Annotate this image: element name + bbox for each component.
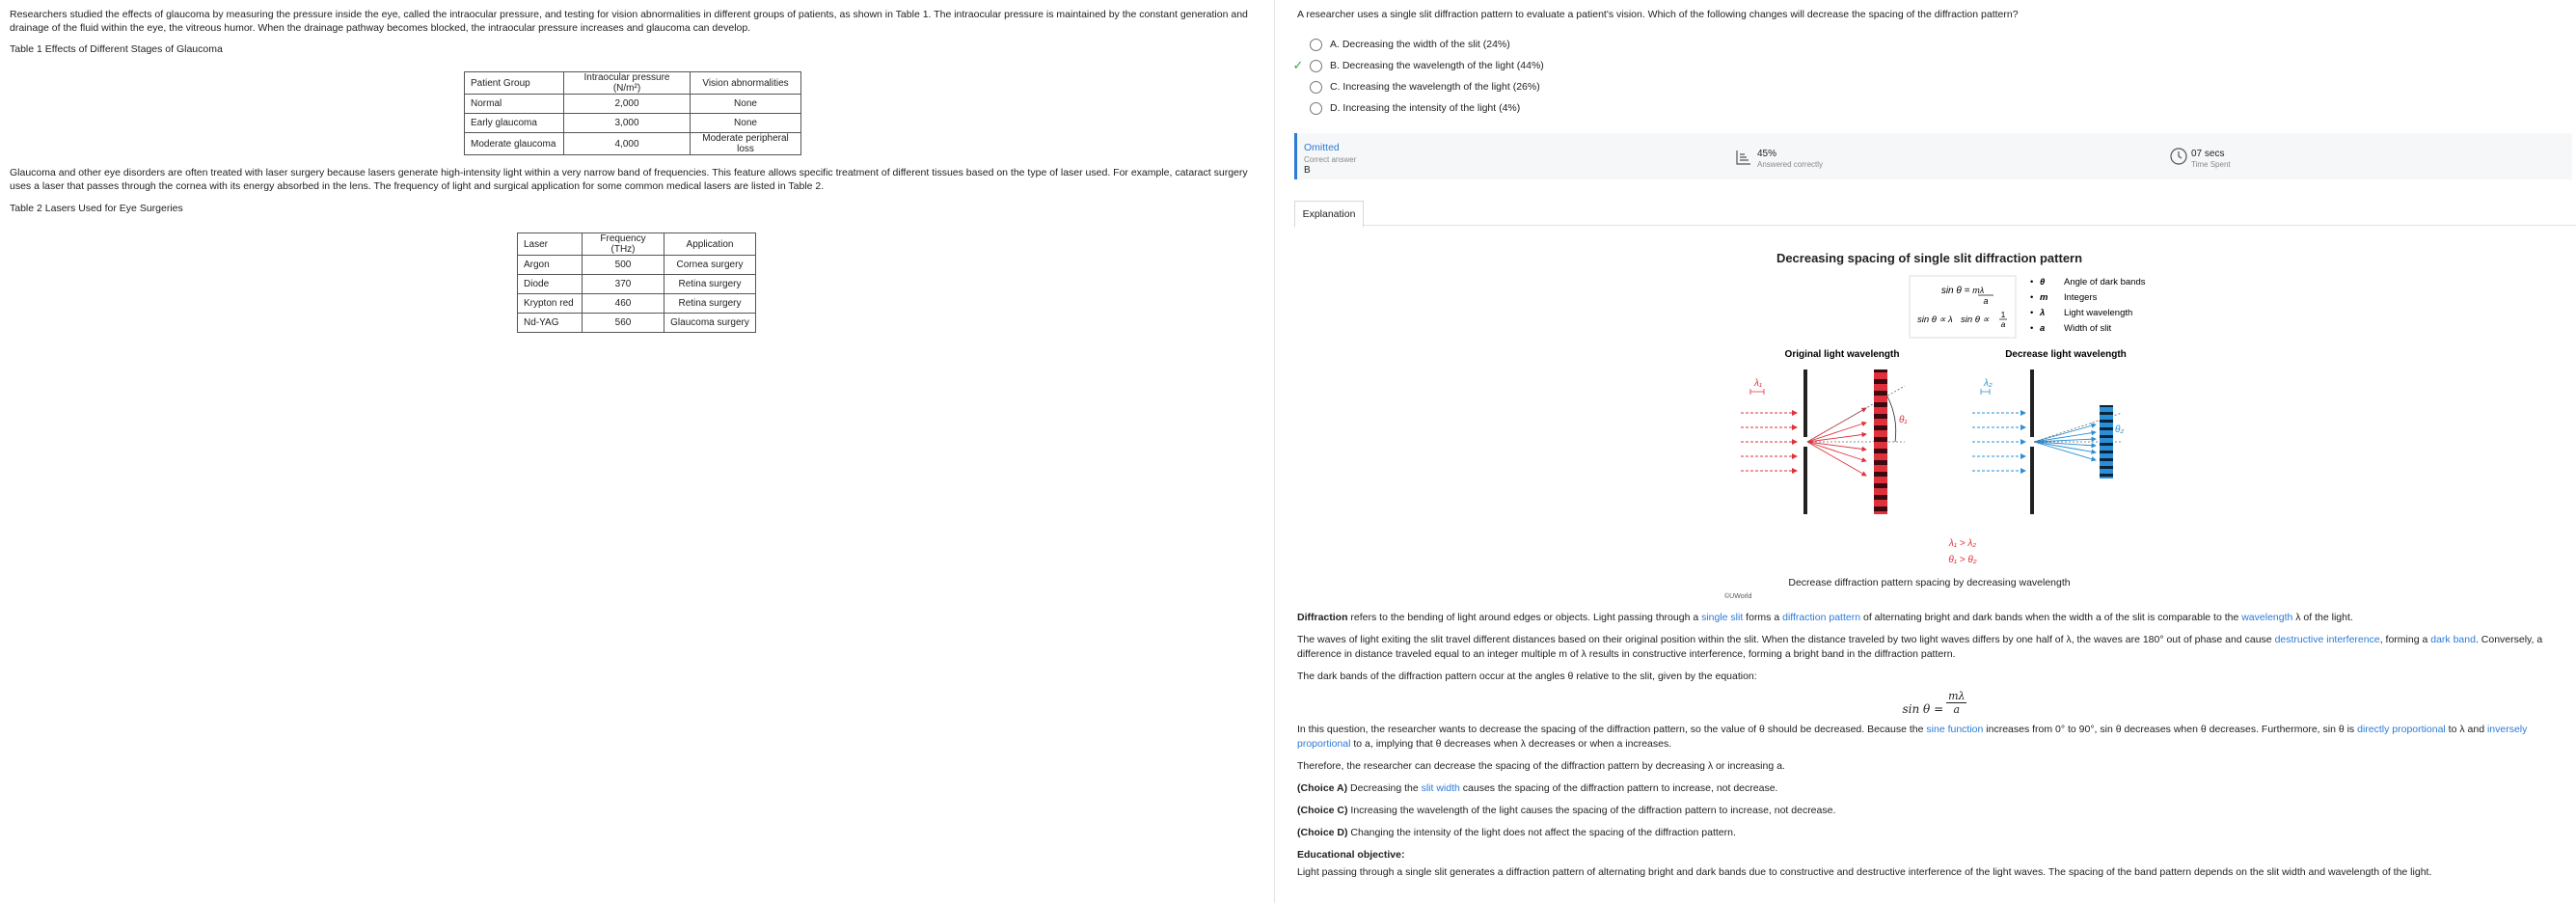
svg-text:•: • [2030,308,2034,318]
legend-desc: Angle of dark bands [2064,277,2146,287]
table-cell: Cornea surgery [664,256,756,275]
table-row [465,95,801,114]
table-header-row [465,72,801,95]
radio-icon[interactable] [1310,60,1322,72]
legend-symbol: a [2040,323,2046,334]
lambda-relation: λ₁ > λ₂ [1948,538,1977,549]
correct-answer-label: Correct answer [1304,155,1357,164]
table-cell: Glaucoma surgery [664,314,756,333]
right-panel-label: Decrease light wavelength [2005,349,2127,360]
table-cell: 560 [583,314,664,333]
figure-credit: ©UWorld [1724,593,1752,600]
table-cell: Retina surgery [664,294,756,314]
link-directly-proportional[interactable]: directly proportional [2357,724,2446,735]
table-header-cell: Laser [518,233,583,256]
link-slit-width[interactable]: slit width [1421,782,1460,794]
diffraction-figure [1712,268,2213,596]
legend-symbol: λ [2040,308,2046,318]
table2 [517,233,756,333]
table-row [518,275,756,294]
table-cell: None [691,95,801,114]
explanation-paragraph: Therefore, the researcher can decrease the spacing of the diffraction pattern by decreasing λ or increasing a. [1297,760,1785,772]
status-omitted: Omitted [1304,142,1340,153]
bar-chart-icon [1736,150,1751,168]
lambda2-label: λ₂ [1984,378,1993,389]
legend-desc: Integers [2064,292,2098,303]
legend-desc: Width of slit [2064,323,2112,334]
table-row [465,114,801,133]
svg-text:sin θ = mλ: sin θ = mλ [1940,286,1985,296]
link-wavelength[interactable]: wavelength [2241,612,2293,623]
equation-box [1910,276,2016,338]
status-accent [1294,133,1297,179]
radio-icon[interactable] [1310,102,1322,115]
explanation-paragraph: In this question, the researcher wants to decrease the spacing of the diffraction pattern, so the value of θ should be decreased. Because the sine function increases from 0° to 90°, sin θ decreases when θ decreases. Furthermore, sin θ is directly proportional to λ and inversely proportional to a, implying that θ decreases when λ decreases or when a increases. [1297,724,2528,750]
time-spent: 07 secs [2191,149,2225,159]
link-destructive-interference[interactable]: destructive interference [2274,634,2380,645]
svg-text:a: a [1983,296,1989,306]
answer-option-c[interactable]: C. Increasing the wavelength of the light (26%) [1292,78,1540,96]
svg-text:sin θ ∝ λ: sin θ ∝ λ [1917,315,1953,325]
explanation-paragraph: The waves of light exiting the slit travel different distances based on their original position within the slit. When the distance traveled by two light waves differs by one half of λ, the waves are 180° out of phase and cause destructive interference, forming a dark band. Conversely, a difference in distance traveled equal to an integer multiple m of λ results in constructive interference, forming a bright band in the diffraction pattern. [1297,634,2543,660]
passage-pane [0,0,1273,903]
legend-desc: Light wavelength [2064,308,2133,318]
table2-caption: Table 2 Lasers Used for Eye Surgeries [10,203,183,214]
passage-paragraph-2: Glaucoma and other eye disorders are often treated with laser surgery because lasers generate high-intensity light within a very narrow band of frequencies. This feature allows specific treatment of different tissues based on the type of laser used. For example, cataract surgery uses a laser that passes through the cornea with its energy absorbed in the lens. The frequency of light and surgical application for some common medical lasers are listed in Table 2. [10,167,1248,192]
link-diffraction-pattern[interactable]: diffraction pattern [1782,612,1861,623]
table-cell: 4,000 [564,133,691,155]
choice-c-explanation: (Choice C) Increasing the wavelength of the light causes the spacing of the diffraction pattern to increase, not decrease. [1297,805,1836,816]
table-row [518,314,756,333]
table-row [465,133,801,155]
link-dark-band[interactable]: dark band [2430,634,2476,645]
choice-d-explanation: (Choice D) Changing the intensity of the light does not affect the spacing of the diffraction pattern. [1297,827,1736,838]
theta2-label: θ₂ [2115,424,2125,435]
table-cell: Krypton red [518,294,583,314]
table-cell: Early glaucoma [465,114,564,133]
svg-text:sin θ ∝: sin θ ∝ [1961,315,1990,325]
table-cell: 460 [583,294,664,314]
legend-symbol: m [2040,292,2048,303]
link-inversely-proportional[interactable]: inversely proportional [1297,724,2528,750]
answer-option-b[interactable]: ✓ B. Decreasing the wavelength of the light (44%) [1292,58,1544,72]
table-cell: None [691,114,801,133]
table-cell: Moderate peripheral loss [691,133,801,155]
question-stem: A researcher uses a single slit diffraction pattern to evaluate a patient's vision. Which of the following changes will decrease the spacing of the diffraction pattern? [1297,9,2019,20]
figure-caption: Decrease diffraction pattern spacing by decreasing wavelength [1788,577,2071,588]
figure-title: Decreasing spacing of single slit diffraction pattern [1776,251,2083,265]
table-cell: Retina surgery [664,275,756,294]
symbol-legend [2030,277,2146,334]
table-cell: Moderate glaucoma [465,133,564,155]
link-single-slit[interactable]: single slit [1701,612,1744,623]
left-panel-label: Original light wavelength [1784,349,1900,360]
percent-label: Answered correctly [1757,160,1824,169]
radio-icon[interactable] [1310,81,1322,94]
theta1-label: θ₁ [1899,415,1908,425]
link-sine-function[interactable]: sine function [1926,724,1984,735]
table-header-row [518,233,756,256]
table-header-cell: Patient Group [465,72,564,95]
question-pane [1283,0,2576,903]
stats-bar [1294,133,2572,179]
table-cell: 370 [583,275,664,294]
table-cell: Nd-YAG [518,314,583,333]
table-row [518,294,756,314]
table-cell: Normal [465,95,564,114]
table-cell: Diode [518,275,583,294]
percent-correct: 45% [1757,149,1777,159]
radio-icon[interactable] [1310,39,1322,51]
theta-relation: θ₁ > θ₂ [1948,555,1977,565]
correct-answer-value: B [1304,165,1311,176]
table1 [464,71,801,155]
pane-divider[interactable] [1274,0,1275,903]
clock-icon [2170,148,2187,168]
legend-symbol: θ [2040,277,2046,287]
table-cell: 3,000 [564,114,691,133]
red-fringe-screen [1874,369,1887,514]
explanation-paragraph: The dark bands of the diffraction pattern occur at the angles θ relative to the slit, given by the equation: [1297,670,1757,682]
answer-option-a[interactable]: A. Decreasing the width of the slit (24%) [1292,36,1510,53]
equation-display: sin θ = $\frac{m\lambda}{a}$ [1902,690,1966,717]
tab-explanation[interactable]: Explanation [1294,201,1364,228]
table-cell: Argon [518,256,583,275]
passage-intro: Researchers studied the effects of glaucoma by measuring the pressure inside the eye, called the intraocular pressure, and testing for vision abnormalities in different groups of patients, as shown in Table 1. The intraocular pressure is maintained by the constant generation and drainage of the fluid within the eye, the vitreous humor. When the drainage pathway becomes blocked, the intraocular pressure increases and glaucoma can develop. [10,9,1248,34]
red-wave-panel [1741,369,1908,514]
table-header-cell: Vision abnormalities [691,72,801,95]
check-icon: ✓ [1292,58,1304,72]
svg-text:a: a [2000,319,2006,329]
table-cell: 2,000 [564,95,691,114]
objective-label: Educational objective: [1297,849,1405,861]
svg-text:•: • [2030,323,2034,334]
explanation-body [1297,611,2572,880]
table-header-cell: Application [664,233,756,256]
blue-fringe-screen [2100,405,2113,479]
blue-wave-panel [1972,369,2124,514]
svg-text:•: • [2030,277,2034,287]
table-row [518,256,756,275]
table1-caption: Table 1 Effects of Different Stages of Glaucoma [10,43,223,55]
objective-text: Light passing through a single slit generates a diffraction pattern of alternating bright and dark bands due to constructive and destructive interference of the light waves. The spacing of the band pattern depends on the slit width and wavelength of the light. [1297,866,2432,878]
table-header-cell: Intraocular pressure (N/m²) [564,72,691,95]
answer-option-d[interactable]: D. Increasing the intensity of the light (4%) [1292,99,1520,117]
table-cell: 500 [583,256,664,275]
svg-text:1: 1 [2000,310,2006,319]
lambda1-label: λ₁ [1754,378,1763,389]
table-header-cell: Frequency (THz) [583,233,664,256]
tab-strip [1294,225,2576,226]
choice-a-explanation: (Choice A) Decreasing the slit width causes the spacing of the diffraction pattern to increase, not decrease. [1297,782,1778,794]
time-label: Time Spent [2191,160,2231,169]
svg-text:•: • [2030,292,2034,303]
explanation-paragraph: Diffraction refers to the bending of light around edges or objects. Light passing through a single slit forms a diffraction pattern of alternating bright and dark bands when the width a of the slit is comparable to the wavelength λ of the light. [1297,612,2353,623]
